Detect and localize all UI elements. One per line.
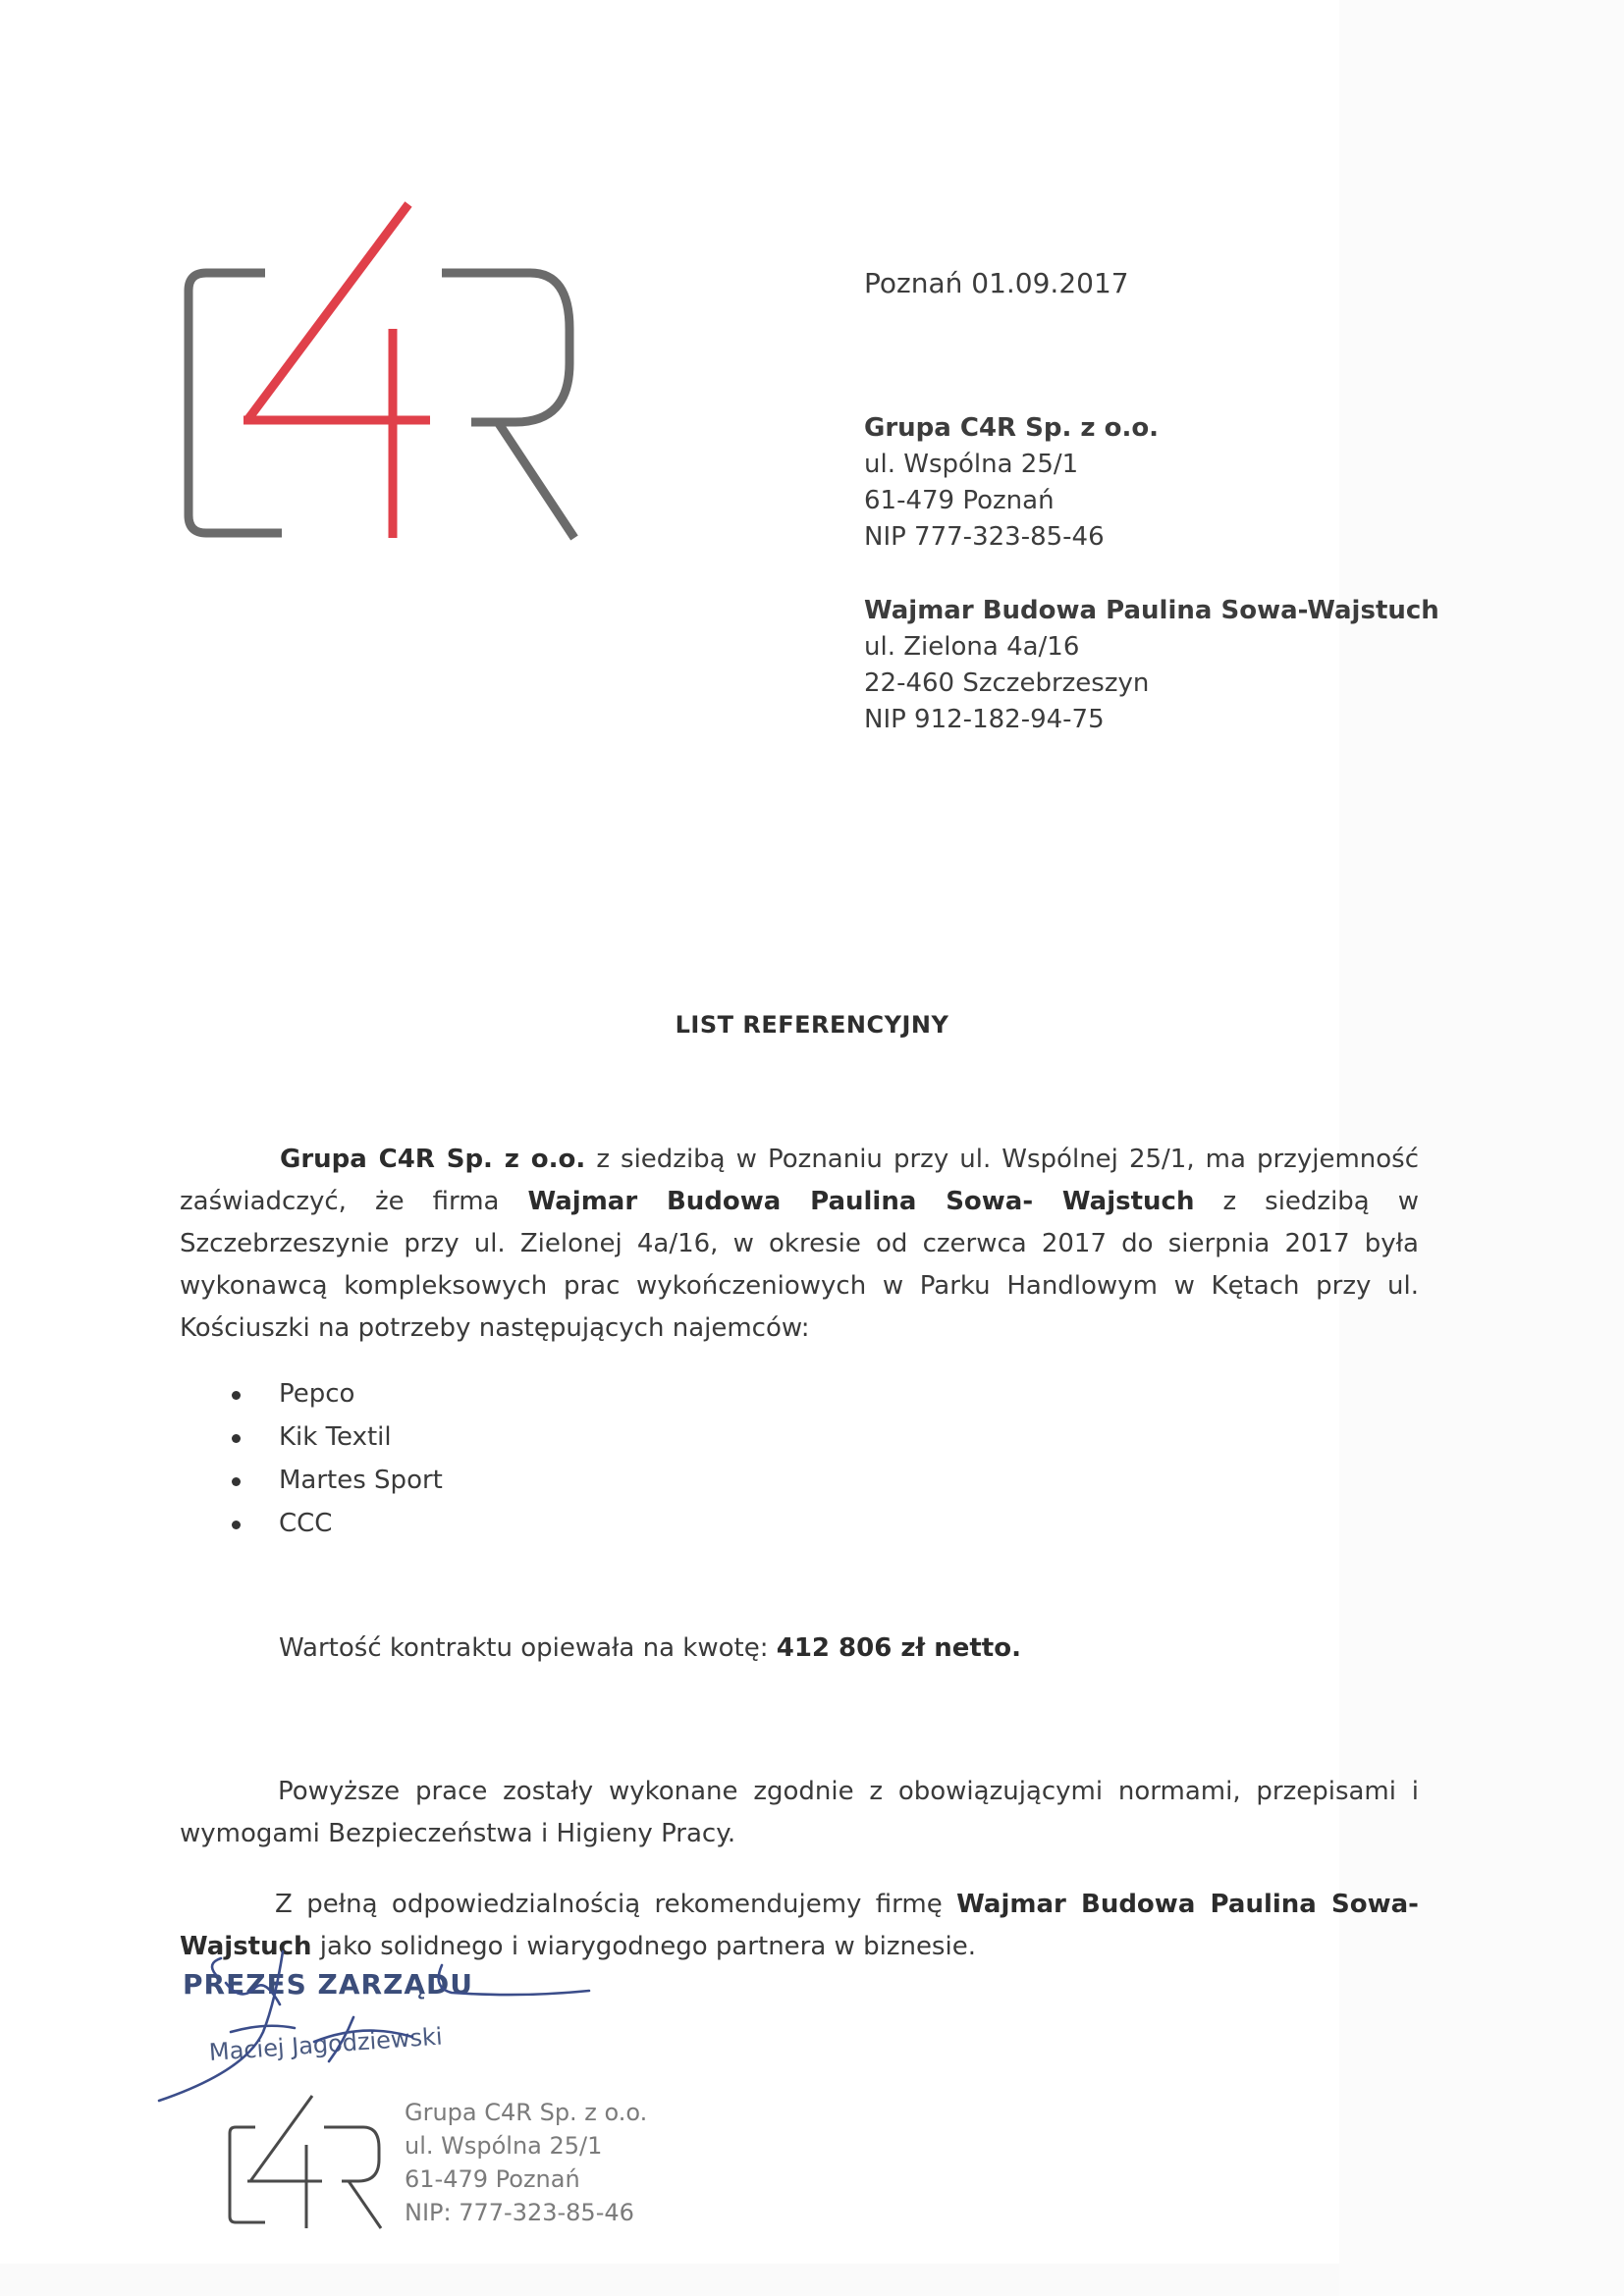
list-item: Pepco [229, 1372, 443, 1415]
value-amount: 412 806 zł netto. [776, 1633, 1021, 1663]
sender-city: 61-479 Poznań [864, 486, 1055, 515]
stamp-street: ul. Wspólna 25/1 [405, 2132, 603, 2160]
stamp-city: 61-479 Poznań [405, 2165, 580, 2193]
recipient-street: ul. Zielona 4a/16 [864, 632, 1080, 662]
value-label: Wartość kontraktu opiewała na kwotę: [279, 1633, 777, 1663]
intro-text-a: z siedzibą w Poznaniu przy ul. Wspólnej 25/1, ma przyjemność zaświadczyć, że firma [180, 1145, 1419, 1216]
sender-street: ul. Wspólna 25/1 [864, 450, 1079, 479]
recipient-city: 22-460 Szczebrzeszyn [864, 668, 1150, 698]
recommend-text-a: Z pełną odpowiedzialnością rekomendujemy firmę [275, 1890, 957, 1919]
recipient-address [864, 593, 1439, 738]
stamp-person: Maciej Jagodziewski [208, 2022, 444, 2066]
paragraph-compliance: Powyższe prace zostały wykonane zgodnie z obowiązującymi normami, przepisami i wymogami Bezpieczeństwa i Higieny Pracy. [180, 1777, 1419, 1848]
sender-name: Grupa C4R Sp. z o.o. [864, 413, 1160, 443]
intro-text-b: z siedzibą w Szczebrzeszynie przy ul. Zielonej 4a/16, w okresie od czerwca 2017 do sierpnia 2017 była wykonawcą kompleksowych prac wykończeniowych w Parku Handlowym w Kętach przy ul. Kościuszki na potrzeby następujących najemców: [180, 1187, 1419, 1343]
intro-firm: Wajmar Budowa Paulina Sowa- Wajstuch [527, 1187, 1195, 1216]
tenant-list [229, 1372, 443, 1545]
stamp-title: PREZES ZARZĄDU [183, 1968, 474, 2001]
letter-title: LIST REFERENCYJNY [675, 1011, 949, 1039]
sender-nip: NIP 777-323-85-46 [864, 522, 1105, 552]
list-item: Kik Textil [229, 1415, 443, 1459]
recommend-firm: Wajmar Budowa Paulina Sowa- Wajstuch [180, 1890, 1419, 1961]
contract-value [279, 1633, 1021, 1663]
stamp-nip: NIP: 777-323-85-46 [405, 2199, 634, 2226]
recommend-text-b: jako solidnego i wiarygodnego partnera w biznesie. [311, 1932, 976, 1961]
intro-company: Grupa C4R Sp. z o.o. [280, 1145, 586, 1174]
list-item: Martes Sport [229, 1459, 443, 1502]
c4r-stamp-logo-icon [226, 2091, 393, 2233]
stamp-address [405, 2096, 647, 2229]
recipient-nip: NIP 912-182-94-75 [864, 705, 1105, 734]
sender-address [864, 410, 1159, 556]
c4r-logo-icon [177, 196, 589, 550]
paragraph-intro [180, 1139, 1419, 1350]
letter-date: Poznań 01.09.2017 [864, 267, 1129, 299]
stamp-company: Grupa C4R Sp. z o.o. [405, 2099, 648, 2126]
list-item: CCC [229, 1502, 443, 1545]
recipient-name: Wajmar Budowa Paulina Sowa-Wajstuch [864, 596, 1439, 625]
scan-edge-bottom [0, 2264, 1339, 2296]
handwritten-signature-icon [147, 1944, 619, 2110]
